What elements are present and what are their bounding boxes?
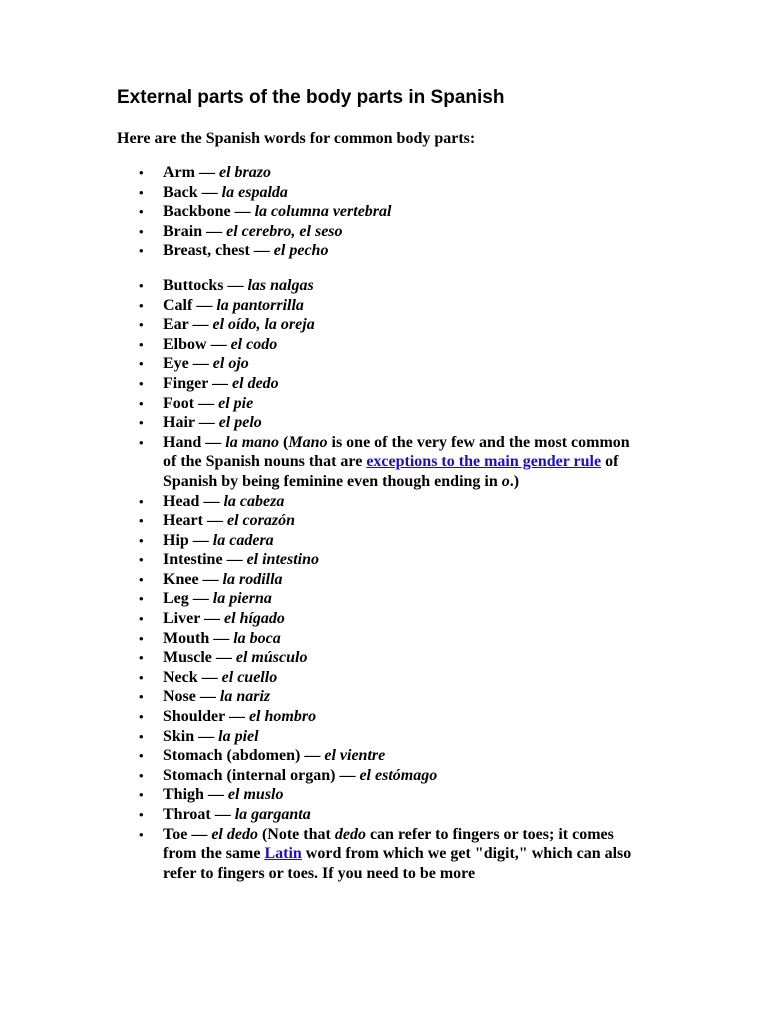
english-term: Shoulder [163, 708, 225, 726]
list-item: • Stomach (internal organ) — el estómago [117, 766, 647, 786]
list-item: • Hip — la cadera [117, 531, 647, 551]
document-page [117, 86, 647, 883]
list-item: • Finger — el dedo [117, 374, 647, 394]
latin-link[interactable]: Latin [264, 845, 302, 863]
list-item: • Nose — la nariz [117, 687, 647, 707]
list-item: • Elbow — el codo [117, 335, 647, 355]
english-term: Foot [163, 394, 195, 412]
english-term: Arm [163, 164, 195, 181]
english-term: Heart [163, 512, 203, 530]
list-item: • Thigh — el muslo [117, 785, 647, 805]
spanish-term: la pierna [212, 590, 272, 608]
english-term: Head [163, 492, 200, 510]
spanish-term: la garganta [234, 806, 311, 823]
list-item: • Foot — el pie [117, 394, 647, 414]
list-item-toe: • Toe — el dedo (Note that dedo can refer to fingers or toes; it comes from the same Latin word from which we get "digit," which can also refer to fingers or toes. If you need to be more [117, 825, 647, 884]
list-item: • Neck — el cuello [117, 668, 647, 688]
english-term: Finger [163, 374, 209, 392]
english-term: Intestine [163, 551, 223, 569]
spanish-term: el codo [230, 335, 278, 353]
english-term: Calf [163, 296, 193, 314]
spanish-term: el dedo [232, 374, 279, 392]
english-term: Brain [163, 222, 203, 240]
spanish-term: la nariz [219, 688, 271, 706]
list-item: • Muscle — el músculo [117, 648, 647, 668]
english-term: Ear [163, 316, 189, 334]
spanish-term: el cuello [221, 668, 278, 686]
english-term: Toe [163, 825, 188, 843]
spanish-term: la cabeza [223, 492, 285, 510]
english-term: Thigh [163, 786, 204, 804]
spanish-term: la piel [218, 727, 259, 745]
spanish-term: la mano [225, 433, 280, 451]
english-term: Knee [163, 570, 199, 588]
english-term: Eye [163, 355, 189, 373]
list-item: • Shoulder — el hombro [117, 707, 647, 727]
note-term: Mano [288, 433, 328, 451]
intro-paragraph: Here are the Spanish words for common body parts: [117, 130, 476, 147]
spanish-term: la cadera [212, 531, 274, 549]
spanish-term: la rodilla [222, 570, 283, 588]
list-item: • Backbone — la columna vertebral [117, 202, 647, 222]
english-term: Throat [163, 806, 211, 823]
spanish-term: el pecho [273, 242, 329, 260]
english-term: Skin [163, 727, 195, 745]
english-term: Hair [163, 414, 195, 432]
spanish-term: el oído, la oreja [212, 316, 315, 334]
page-title: External parts of the body parts in Spanish [117, 87, 505, 108]
list-item: • Skin — la piel [117, 727, 647, 747]
spanish-term: el brazo [218, 164, 271, 181]
list-item: • Calf — la pantorrilla [117, 296, 647, 316]
english-term: Stomach (internal organ) [163, 766, 336, 784]
english-term: Stomach (abdomen) [163, 747, 301, 765]
list-item: • Brain — el cerebro, el seso [117, 222, 647, 242]
gender-rule-link[interactable]: exceptions to the main gender rule [366, 453, 602, 471]
list-item: • Liver — el hígado [117, 609, 647, 629]
english-term: Buttocks [163, 276, 224, 294]
list-item: • Mouth — la boca [117, 629, 647, 649]
english-term: Hand [163, 433, 202, 451]
list-item: • Arm — el brazo [117, 163, 647, 183]
spanish-term: la pantorrilla [216, 296, 304, 314]
english-term: Breast, chest [163, 242, 250, 260]
spanish-term: el dedo [211, 825, 258, 843]
list-item: • Stomach (abdomen) — el vientre [117, 746, 647, 766]
list-item: • Heart — el corazón [117, 511, 647, 531]
spanish-term: la columna vertebral [254, 203, 392, 221]
spanish-term: el hígado [224, 610, 285, 628]
list-item: • Hair — el pelo [117, 413, 647, 433]
note-term: dedo [334, 825, 366, 843]
spanish-term: el intestino [246, 551, 320, 569]
spanish-term: la boca [233, 629, 281, 647]
list-item: • Buttocks — las nalgas [117, 276, 647, 296]
english-term: Hip [163, 531, 189, 549]
spanish-term: las nalgas [247, 276, 314, 294]
spanish-term: el vientre [324, 747, 386, 765]
list-item: • Intestine — el intestino [117, 550, 647, 570]
list-item: • Back — la espalda [117, 183, 647, 203]
list-item: • Breast, chest — el pecho [117, 241, 647, 261]
english-term: Liver [163, 610, 201, 628]
spanish-term: el muslo [227, 786, 284, 804]
spanish-term: el cerebro, el seso [226, 222, 343, 240]
english-term: Mouth [163, 629, 210, 647]
spanish-term: el ojo [212, 355, 249, 373]
note-letter: o [501, 472, 510, 490]
spanish-term: la espalda [221, 183, 288, 201]
spanish-term: el pie [218, 394, 254, 412]
english-term: Neck [163, 668, 198, 686]
english-term: Back [163, 183, 198, 201]
english-term: Muscle [163, 649, 212, 667]
body-parts-list [117, 163, 647, 883]
list-item: • Knee — la rodilla [117, 570, 647, 590]
spanish-term: el estómago [359, 766, 438, 784]
english-term: Leg [163, 590, 189, 608]
english-term: Nose [163, 688, 196, 706]
list-item: • Eye — el ojo [117, 354, 647, 374]
list-item: • Ear — el oído, la oreja [117, 315, 647, 335]
english-term: Backbone [163, 203, 231, 221]
spanish-term: el pelo [218, 414, 262, 432]
list-item: • Throat — la garganta [117, 805, 647, 825]
english-term: Elbow [163, 335, 207, 353]
list-item-hand: • Hand — la mano (Mano is one of the very few and the most common of the Spanish nouns that are exceptions to the main gender rule of Spanish by being feminine even though ending in o.) [117, 433, 647, 492]
spanish-term: el hombro [248, 708, 317, 726]
spanish-term: el músculo [235, 649, 308, 667]
list-item: • Head — la cabeza [117, 492, 647, 512]
spanish-term: el corazón [226, 512, 295, 530]
list-item: • Leg — la pierna [117, 589, 647, 609]
